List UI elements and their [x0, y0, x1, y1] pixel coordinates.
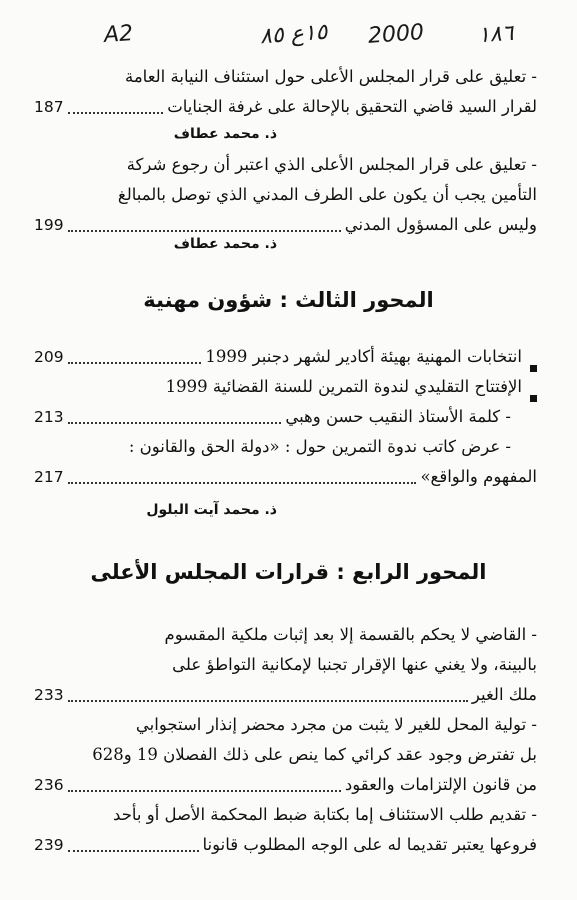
handwritten-page-number: ١٨٦: [477, 20, 515, 49]
bullet-icon: [530, 365, 537, 372]
author-name: ذ. محمد آيت البلول: [146, 502, 277, 518]
toc-entry-line: - تعليق على قرار المجلس الأعلى حول استئناف النيابة العامة: [124, 67, 537, 86]
page-number: 239: [34, 836, 64, 854]
toc-entry-line: - القاضي لا يحكم بالقسمة إلا بعد إثبات ملكية المقسوم: [164, 625, 537, 644]
leader-dots: [68, 112, 164, 114]
section-heading: المحور الثالث : شؤون مهنية: [143, 288, 434, 312]
toc-entry-line: - تعليق على قرار المجلس الأعلى الذي اعتبر أن رجوع شركة: [126, 155, 537, 174]
toc-entry-line: - كلمة الأستاذ النقيب حسن وهبي 213: [34, 402, 537, 432]
toc-entry-line: المفهوم والواقع» 217: [34, 462, 537, 492]
toc-entry-line: التأمين يجب أن يكون على الطرف المدني الذي توصل بالمبالغ: [117, 185, 537, 204]
leader-dots: [68, 362, 202, 364]
page-number: 233: [34, 686, 64, 704]
leader-dots: [68, 850, 199, 852]
handwritten-note-a2: A2: [103, 21, 134, 48]
handwritten-note-year: 2000: [367, 20, 425, 49]
toc-entry-line: - تقديم طلب الاستئناف إما بكتابة ضبط المحكمة الأصل أو بأحد: [113, 805, 537, 824]
bullet-icon: [530, 395, 537, 402]
page-number: 199: [34, 216, 64, 234]
page-number: 209: [34, 348, 64, 366]
toc-entry-line: - عرض كاتب ندوة التمرين حول : «دولة الحق والقانون :: [128, 437, 511, 456]
toc-entry-line: فروعها يعتبر تقديما له على الوجه المطلوب قانونا 239: [34, 830, 537, 860]
section-heading: المحور الرابع : قرارات المجلس الأعلى: [90, 560, 487, 584]
handwritten-note-issue: ١٥ع ٨٥: [259, 19, 329, 50]
leader-dots: [68, 790, 341, 792]
page-number: 236: [34, 776, 64, 794]
toc-entry-line: انتخابات المهنية بهيئة أكادير لشهر دجنبر 1999 209: [34, 342, 537, 372]
toc-entry-line: - تولية المحل للغير لا يثبت من مجرد محضر إنذار استجوابي: [135, 715, 537, 734]
leader-dots: [68, 422, 282, 424]
toc-entry-line: ملك الغير 233: [34, 680, 537, 710]
author-name: ذ. محمد عطاف: [173, 236, 277, 252]
page-number: 213: [34, 408, 64, 426]
toc-entry-line: بل تفترض وجود عقد كرائي كما ينص على ذلك الفصلان 19 و628: [92, 745, 537, 764]
toc-entry-line: الإفتتاح التقليدي لندوة التمرين للسنة القضائية 1999: [34, 372, 537, 402]
leader-dots: [68, 230, 341, 232]
author-name: ذ. محمد عطاف: [173, 126, 277, 142]
page-number: 187: [34, 98, 64, 116]
leader-dots: [68, 700, 468, 702]
toc-entry-line: وليس على المسؤول المدني 199: [34, 210, 537, 240]
leader-dots: [68, 482, 417, 484]
toc-entry-line: من قانون الإلتزامات والعقود 236: [34, 770, 537, 800]
toc-entry-line: بالبينة، ولا يغني عنها الإقرار تجنبا لإمكانية التواطؤ على: [172, 655, 537, 674]
toc-entry-line: لقرار السيد قاضي التحقيق بالإحالة على غرفة الجنايات 187: [34, 92, 537, 122]
page-number: 217: [34, 468, 64, 486]
